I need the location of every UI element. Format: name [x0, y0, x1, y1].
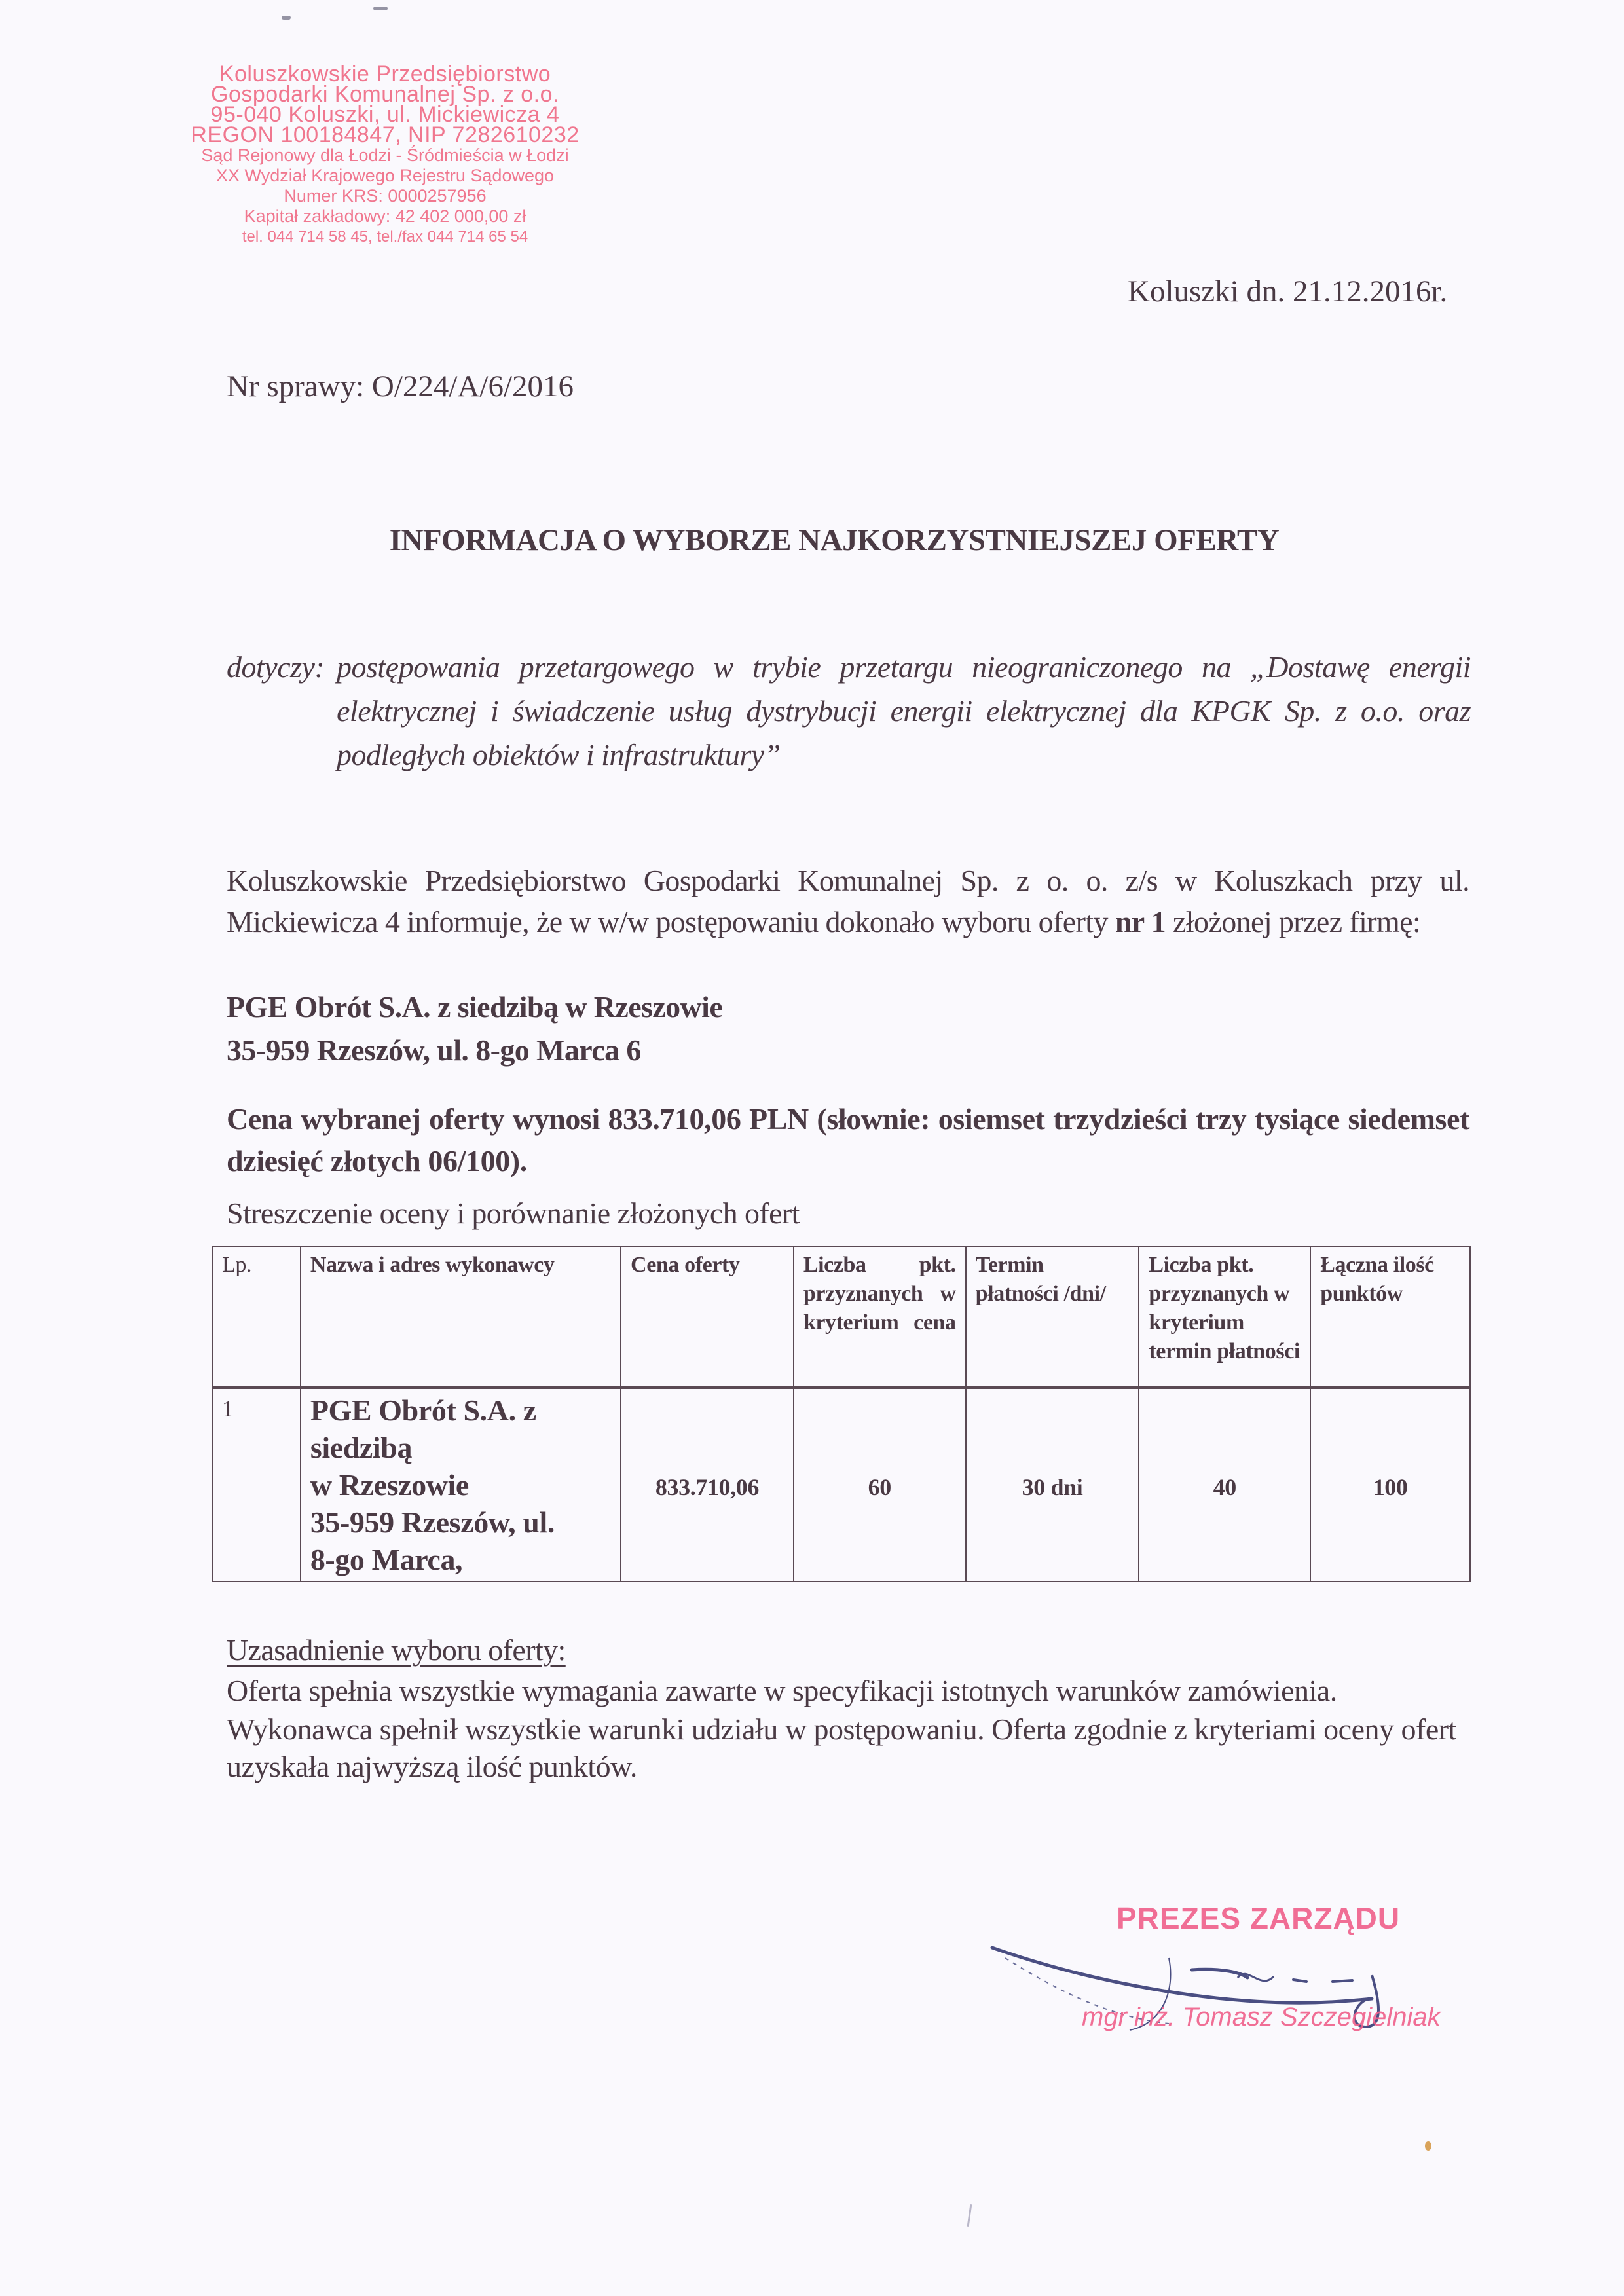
cell-term-points: 40 — [1139, 1388, 1310, 1582]
concerns-text: postępowania przetargowego w trybie przetargu nieograniczonego na „Dostawę energii elektrycznej i świadczenie usług dystrybucji energii elektrycznej dla KPGK Sp. z o.o. oraz podległych obiektów i infrastruktury” — [337, 650, 1471, 771]
firm-name: PGE Obrót S.A. z siedzibą w Rzeszowie — [227, 990, 723, 1024]
contractor-line: siedzibą — [310, 1431, 413, 1464]
concerns-paragraph — [227, 645, 1471, 777]
justification-paragraph: Oferta spełnia wszystkie wymagania zawarte w specyfikacji istotnych warunków zamówienia. — [227, 1674, 1337, 1707]
offer-number: nr 1 — [1115, 905, 1166, 938]
stamp-line: 95-040 Koluszki, ul. Mickiewicza 4 — [210, 102, 560, 127]
stamp-line: Numer KRS: 0000257956 — [284, 186, 487, 206]
table-header-row — [212, 1246, 1470, 1388]
justification-paragraph: Wykonawca spełnił wszystkie warunki udziału w postępowaniu. Oferta zgodnie z kryteriami oceny ofert uzyskała najwyższą ilość punktów. — [227, 1713, 1456, 1783]
justification-heading: Uzasadnienie wyboru oferty: — [227, 1633, 566, 1667]
scan-artifact — [1425, 2141, 1431, 2151]
intro-paragraph — [227, 860, 1469, 942]
stamp-line: XX Wydział Krajowego Rejestru Sądowego — [215, 166, 555, 185]
intro-text: Koluszkowskie Przedsiębiorstwo Gospodarki Komunalnej Sp. z o. o. z/s w Koluszkach przy ul. Mickiewicza 4 informuje, że w w/w postępowaniu dokonało wyboru oferty — [227, 864, 1469, 938]
stamp-line: tel. 044 714 58 45, tel./fax 044 714 65 54 — [242, 228, 528, 246]
offers-comparison-table — [212, 1246, 1471, 1582]
column-header-total-points: Łączna ilość punktów — [1310, 1246, 1470, 1388]
stamp-line: Koluszkowskie Przedsiębiorstwo — [219, 62, 551, 86]
column-header-term-points: Liczba pkt. przyznanych w kryterium termin płatności — [1139, 1246, 1310, 1388]
scan-artifact — [282, 16, 291, 20]
contractor-line: 35-959 Rzeszów, ul. — [310, 1506, 555, 1539]
signatory-name-stamp: mgr inż. Tomasz Szczegielniak — [1082, 2003, 1441, 2031]
company-stamp — [156, 64, 614, 247]
justification-text — [227, 1672, 1469, 1785]
contractor-line: 8-go Marca, — [310, 1543, 463, 1576]
stamp-line: Gospodarki Komunalnej Sp. z o.o. — [211, 82, 559, 107]
stamp-line: Kapitał zakładowy: 42 402 000,00 zł — [244, 206, 526, 226]
scan-artifact — [373, 7, 388, 10]
concerns-label: dotyczy: — [227, 650, 325, 684]
summary-heading: Streszczenie oceny i porównanie złożonych ofert — [227, 1196, 800, 1230]
cell-payment-term: 30 dni — [966, 1388, 1139, 1582]
cell-total-points: 100 — [1310, 1388, 1470, 1582]
selected-firm — [227, 986, 722, 1072]
cell-lp: 1 — [212, 1388, 301, 1582]
column-header-name: Nazwa i adres wykonawcy — [301, 1246, 621, 1388]
case-number: Nr sprawy: O/224/A/6/2016 — [227, 369, 574, 403]
cell-price: 833.710,06 — [621, 1388, 794, 1582]
stamp-line: Sąd Rejonowy dla Łodzi - Śródmieścia w Łodzi — [201, 145, 569, 165]
column-header-price-points: Liczba pkt. przyznanych w kryterium cena — [794, 1246, 966, 1388]
firm-address: 35-959 Rzeszów, ul. 8-go Marca 6 — [227, 1033, 641, 1067]
stamp-line: REGON 100184847, NIP 7282610232 — [191, 122, 580, 147]
cell-contractor — [301, 1388, 621, 1582]
document-title: INFORMACJA O WYBORZE NAJKORZYSTNIEJSZEJ OFERTY — [389, 523, 1280, 557]
contractor-line: PGE Obrót S.A. z — [310, 1394, 536, 1427]
column-header-lp: Lp. — [212, 1246, 301, 1388]
place-date: Koluszki dn. 21.12.2016r. — [1128, 274, 1448, 308]
intro-text-end: złożonej przez firmę: — [1166, 905, 1421, 938]
cell-price-points: 60 — [794, 1388, 966, 1582]
signatory-title-stamp: PREZES ZARZĄDU — [1116, 1901, 1401, 1935]
table-row — [212, 1388, 1470, 1582]
price-statement: Cena wybranej oferty wynosi 833.710,06 PLN (słownie: osiemset trzydzieści trzy tysiące siedemset dziesięć złotych 06/100). — [227, 1102, 1469, 1177]
column-header-payment-term: Termin płatności /dni/ — [966, 1246, 1139, 1388]
contractor-line: w Rzeszowie — [310, 1468, 469, 1502]
column-header-price: Cena oferty — [621, 1246, 794, 1388]
scan-artifact — [967, 2204, 972, 2227]
